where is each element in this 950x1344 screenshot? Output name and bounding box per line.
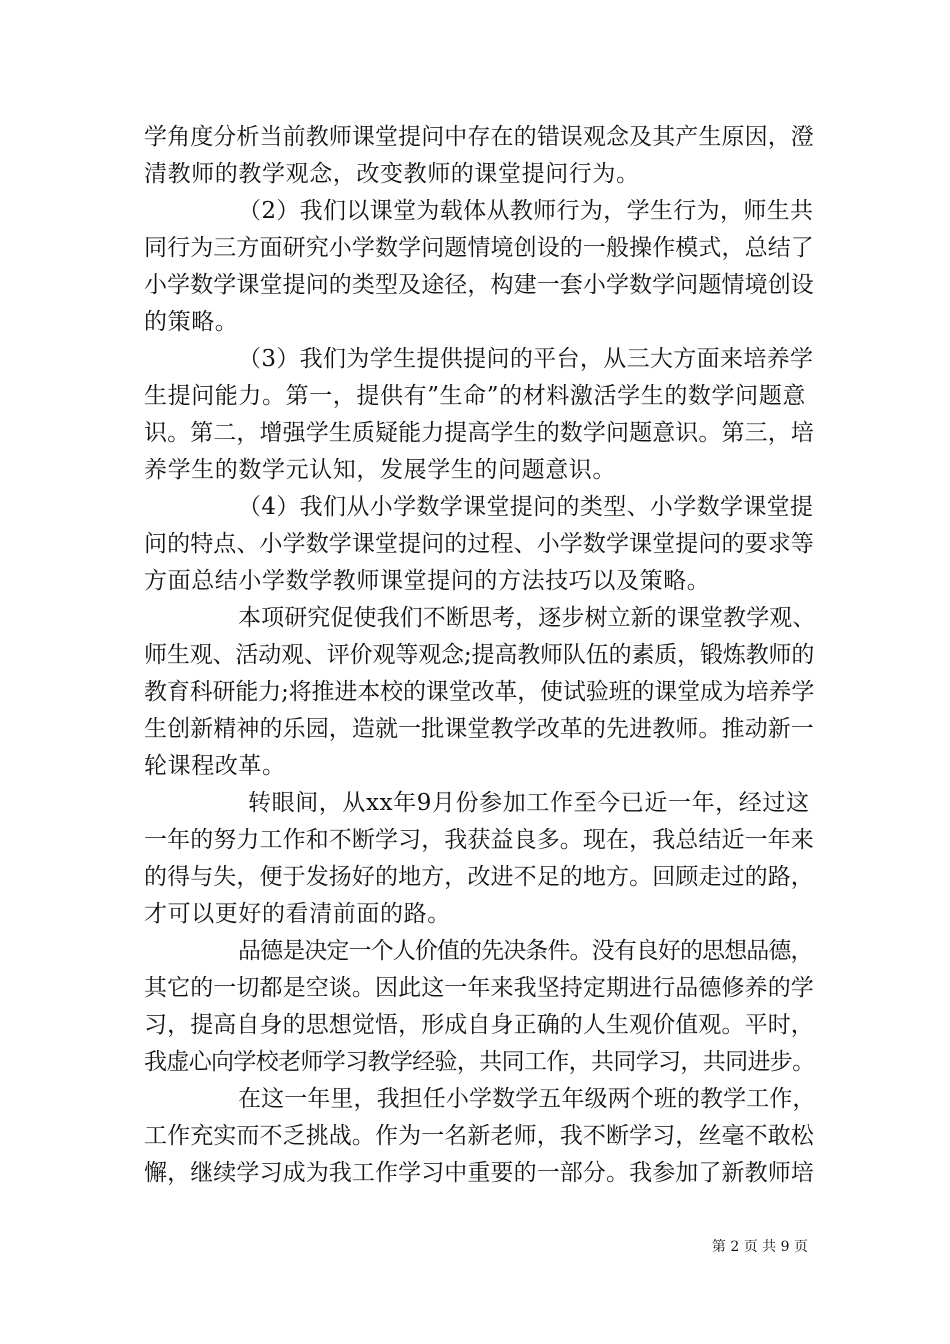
text-line: 其它的一切都是空谈。因此这一年来我坚持定期进行品德修养的学 [144,975,814,1001]
text-line: 本项研究促使我们不断思考，逐步树立新的课堂教学观、 [238,605,816,631]
text-line: 一年的努力工作和不断学习，我获益良多。现在，我总结近一年来 [144,827,814,853]
text-line: （3）我们为学生提供提问的平台，从三大方面来培养学 [238,346,814,372]
text-line: 师生观、活动观、评价观等观念;提高教师队伍的素质，锻炼教师的 [144,642,815,668]
text-line: 转眼间，从xx年9月份参加工作至今已近一年，经过这 [248,790,810,816]
text-line: 清教师的教学观念，改变教师的课堂提问行为。 [144,161,640,187]
text-line: 生创新精神的乐园，造就一批课堂教学改革的先进教师。推动新一 [144,716,814,742]
text-line: 问的特点、小学数学课堂提问的过程、小学数学课堂提问的要求等 [144,531,814,557]
text-line: 同行为三方面研究小学数学问题情境创设的一般操作模式，总结了 [144,235,814,261]
text-line: （4）我们从小学数学课堂提问的类型、小学数学课堂提 [238,494,814,520]
text-line: 习，提高自身的思想觉悟，形成自身正确的人生观价值观。平时， [144,1012,814,1038]
text-line: 学角度分析当前教师课堂提问中存在的错误观念及其产生原因，澄 [144,124,814,150]
text-line: 教育科研能力;将推进本校的课堂改革，使试验班的课堂成为培养学 [144,679,815,705]
page-number: 第 2 页 共 9 页 [711,1239,808,1255]
text-line: 识。第二，增强学生质疑能力提高学生的数学问题意识。第三，培 [144,420,814,446]
text-line: 懈，继续学习成为我工作学习中重要的一部分。我参加了新教师培 [144,1160,814,1186]
text-line: 工作充实而不乏挑战。作为一名新老师，我不断学习，丝毫不敢松 [144,1123,814,1149]
text-line: 在这一年里，我担任小学数学五年级两个班的教学工作， [238,1086,816,1112]
text-line: 品德是决定一个人价值的先决条件。没有良好的思想品德， [238,938,813,964]
text-line: 的策略。 [144,309,239,335]
text-line: 小学数学课堂提问的类型及途径，构建一套小学数学问题情境创设 [144,272,814,298]
text-line: 轮课程改革。 [144,753,286,779]
text-line: 方面总结小学数学教师课堂提问的方法技巧以及策略。 [144,568,711,594]
text-line: 的得与失，便于发扬好的地方，改进不足的地方。回顾走过的路， [144,864,814,890]
text-line: （2）我们以课堂为载体从教师行为，学生行为，师生共 [238,198,814,224]
text-line: 生提问能力。第一，提供有”生命”的材料激活学生的数学问题意 [144,383,806,409]
text-line: 养学生的数学元认知，发展学生的问题意识。 [144,457,616,483]
text-line: 我虚心向学校老师学习教学经验，共同工作，共同学习，共同进步。 [144,1049,815,1075]
text-line: 才可以更好的看清前面的路。 [144,901,451,927]
